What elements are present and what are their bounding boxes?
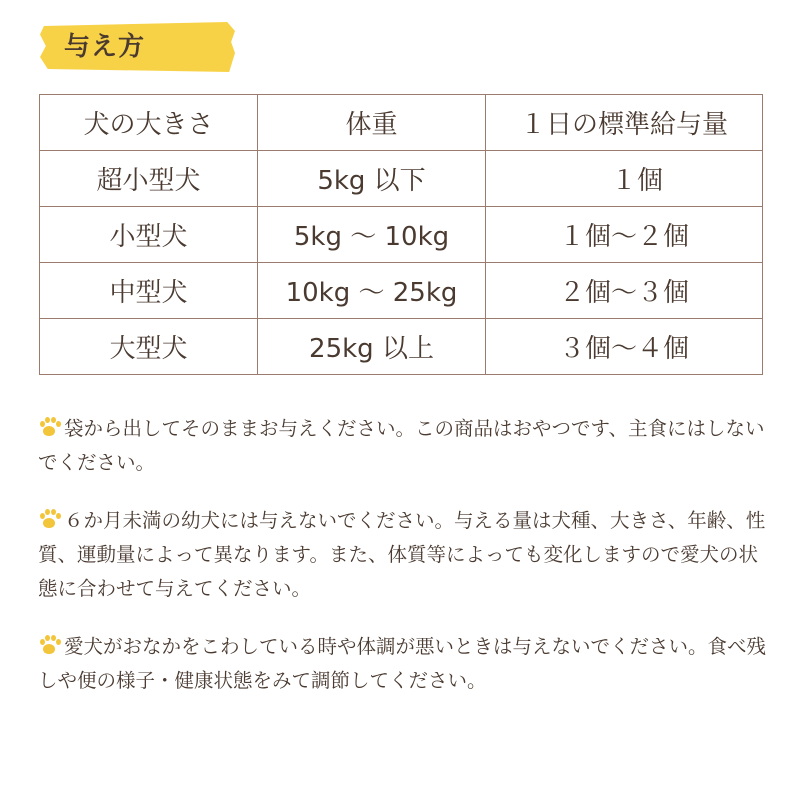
feeding-amount-table (39, 94, 763, 375)
table-row (40, 319, 763, 375)
feeding-notes (38, 412, 768, 722)
cell-daily-amount: １個～２個 (486, 207, 763, 263)
paw-icon (38, 635, 60, 655)
cell-weight: 10kg ～ 25kg (258, 263, 486, 319)
table-row (40, 207, 763, 263)
note-text: 愛犬がおなかをこわしている時や体調が悪いときは与えないでください。食べ残しや便の様子・健康状態をみて調節してください。 (38, 635, 767, 692)
cell-weight: 5kg 以下 (258, 151, 486, 207)
page-title: 与え方 (64, 32, 146, 62)
column-header-weight: 体重 (258, 95, 486, 151)
column-header-daily-amount: １日の標準給与量 (486, 95, 763, 151)
column-header-dog-size: 犬の大きさ (40, 95, 258, 151)
cell-daily-amount: １個 (486, 151, 763, 207)
paw-icon (38, 509, 60, 529)
table-row (40, 263, 763, 319)
note-text: ６か月未満の幼犬には与えないでください。与える量は犬種、大きさ、年齢、性質、運動量によって異なります。また、体質等によっても変化しますので愛犬の状態に合わせて与えてください。 (38, 509, 766, 600)
cell-dog-size: 超小型犬 (40, 151, 258, 207)
cell-dog-size: 小型犬 (40, 207, 258, 263)
cell-daily-amount: ２個～３個 (486, 263, 763, 319)
table-header-row (40, 95, 763, 151)
table-row (40, 151, 763, 207)
cell-daily-amount: ３個～４個 (486, 319, 763, 375)
cell-weight: 25kg 以上 (258, 319, 486, 375)
cell-dog-size: 大型犬 (40, 319, 258, 375)
note-text: 袋から出してそのままお与えください。この商品はおやつです、主食にはしないでください。 (38, 417, 765, 474)
note-item (38, 630, 768, 698)
paw-icon (38, 417, 60, 437)
cell-weight: 5kg ～ 10kg (258, 207, 486, 263)
cell-dog-size: 中型犬 (40, 263, 258, 319)
note-item (38, 412, 768, 480)
note-item (38, 504, 768, 606)
